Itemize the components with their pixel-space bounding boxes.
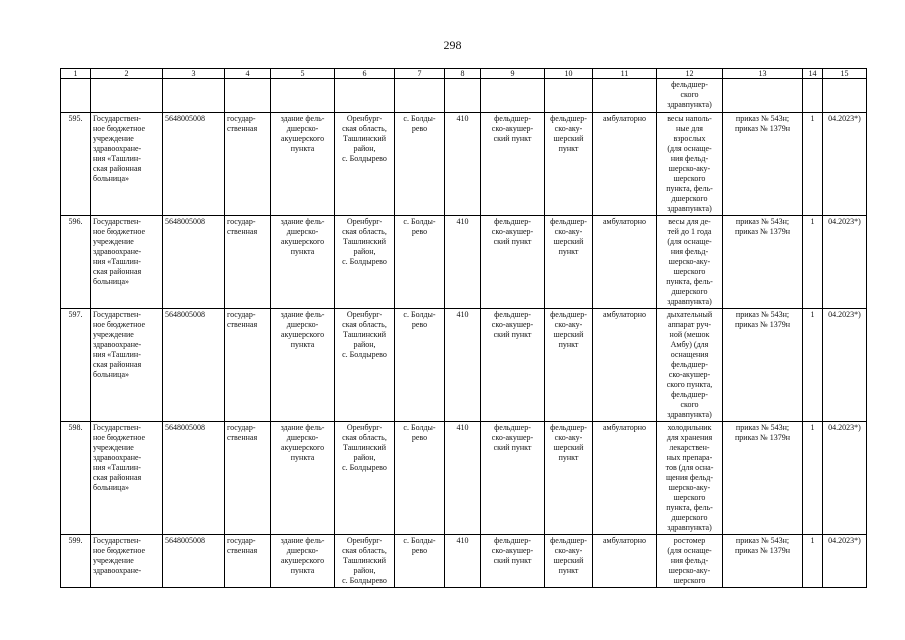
row-number-cell: 595. bbox=[61, 113, 91, 216]
address-cell: Оренбург- ская область, Ташлинский район, с. Болдырево bbox=[335, 216, 395, 309]
quantity-cell: 1 bbox=[803, 216, 823, 309]
organization-cell: Государствен- ное бюджетное учреждение здравоохране- ния «Ташлин- ская районная больница» bbox=[91, 113, 163, 216]
building-cell: здание фель- дшерско- акушерского пункта bbox=[271, 309, 335, 422]
building-cell: здание фель- дшерско- акушерского пункта bbox=[271, 113, 335, 216]
facility-cell: фельдшер- ско-акушер- ский пункт bbox=[481, 422, 545, 535]
locality-cell: с. Болды- рево bbox=[395, 422, 445, 535]
date-cell: 04.2023*) bbox=[823, 113, 867, 216]
locality-cell: с. Болды- рево bbox=[395, 216, 445, 309]
column-number: 1 bbox=[61, 69, 91, 79]
ownership-cell: государ- ственная bbox=[225, 113, 271, 216]
care-cell: амбулаторно bbox=[593, 113, 657, 216]
ownership-cell: государ- ственная bbox=[225, 422, 271, 535]
unit-cell: фельдшер- ско-аку- шерский пункт bbox=[545, 113, 593, 216]
column-number: 7 bbox=[395, 69, 445, 79]
column-number: 14 bbox=[803, 69, 823, 79]
building-cell: здание фель- дшерско- акушерского пункта bbox=[271, 216, 335, 309]
equipment-cell: весы наполь- ные для взрослых (для оснаще- ния фельд- шерско-аку- шерского пункта, фель- дшерского здравпункта) bbox=[657, 113, 723, 216]
cell bbox=[335, 79, 395, 113]
order-cell: приказ № 543н; приказ № 1379н bbox=[723, 309, 803, 422]
quantity-cell: 1 bbox=[803, 309, 823, 422]
care-cell: амбулаторно bbox=[593, 216, 657, 309]
row-number-cell: 596. bbox=[61, 216, 91, 309]
equipment-table bbox=[60, 68, 867, 588]
page-number: 298 bbox=[443, 38, 462, 52]
cell bbox=[163, 79, 225, 113]
building-cell: здание фель- дшерско- акушерского пункта bbox=[271, 422, 335, 535]
unit-cell: фельдшер- ско-аку- шерский пункт bbox=[545, 535, 593, 588]
cell bbox=[395, 79, 445, 113]
cell bbox=[545, 79, 593, 113]
table-row bbox=[61, 113, 867, 216]
row-number-cell: 599. bbox=[61, 535, 91, 588]
cell bbox=[481, 79, 545, 113]
table-row bbox=[61, 422, 867, 535]
address-cell: Оренбург- ская область, Ташлинский район, с. Болдырево bbox=[335, 113, 395, 216]
inn-cell: 5648005008 bbox=[163, 422, 225, 535]
column-number: 10 bbox=[545, 69, 593, 79]
locality-cell: с. Болды- рево bbox=[395, 535, 445, 588]
column-number-row bbox=[61, 69, 867, 79]
order-cell: приказ № 543н; приказ № 1379н bbox=[723, 422, 803, 535]
ownership-cell: государ- ственная bbox=[225, 216, 271, 309]
quantity-cell: 1 bbox=[803, 422, 823, 535]
organization-cell: Государствен- ное бюджетное учреждение здравоохране- ния «Ташлин- ская районная больница» bbox=[91, 216, 163, 309]
quantity-cell: 1 bbox=[803, 113, 823, 216]
equipment-cell: ростомер (для оснаще- ния фельд- шерско-аку- шерского bbox=[657, 535, 723, 588]
code-cell: 410 bbox=[445, 535, 481, 588]
column-number: 13 bbox=[723, 69, 803, 79]
table-row bbox=[61, 535, 867, 588]
address-cell: Оренбург- ская область, Ташлинский район, с. Болдырево bbox=[335, 422, 395, 535]
table-row bbox=[61, 216, 867, 309]
unit-cell: фельдшер- ско-аку- шерский пункт bbox=[545, 309, 593, 422]
code-cell: 410 bbox=[445, 216, 481, 309]
table-row bbox=[61, 309, 867, 422]
continuation-row bbox=[61, 79, 867, 113]
equipment-cell: холодильник для хранения лекарствен- ных препара- тов (для осна- щения фельд- шерско-аку- шерского пункта, фель- дшерского здравпункта) bbox=[657, 422, 723, 535]
column-number: 15 bbox=[823, 69, 867, 79]
cell bbox=[445, 79, 481, 113]
order-cell: приказ № 543н; приказ № 1379н bbox=[723, 216, 803, 309]
facility-cell: фельдшер- ско-акушер- ский пункт bbox=[481, 309, 545, 422]
date-cell: 04.2023*) bbox=[823, 309, 867, 422]
organization-cell: Государствен- ное бюджетное учреждение здравоохране- ния «Ташлин- ская районная больница» bbox=[91, 422, 163, 535]
date-cell: 04.2023*) bbox=[823, 535, 867, 588]
cell bbox=[61, 79, 91, 113]
cell bbox=[225, 79, 271, 113]
inn-cell: 5648005008 bbox=[163, 113, 225, 216]
quantity-cell: 1 bbox=[803, 535, 823, 588]
facility-cell: фельдшер- ско-акушер- ский пункт bbox=[481, 113, 545, 216]
cell bbox=[723, 79, 803, 113]
column-number: 12 bbox=[657, 69, 723, 79]
row-number-cell: 598. bbox=[61, 422, 91, 535]
ownership-cell: государ- ственная bbox=[225, 309, 271, 422]
locality-cell: с. Болды- рево bbox=[395, 113, 445, 216]
facility-cell: фельдшер- ско-акушер- ский пункт bbox=[481, 216, 545, 309]
cell bbox=[271, 79, 335, 113]
cell bbox=[823, 79, 867, 113]
cell bbox=[91, 79, 163, 113]
column-number: 5 bbox=[271, 69, 335, 79]
ownership-cell: государ- ственная bbox=[225, 535, 271, 588]
address-cell: Оренбург- ская область, Ташлинский район, с. Болдырево bbox=[335, 535, 395, 588]
unit-cell: фельдшер- ско-аку- шерский пункт bbox=[545, 216, 593, 309]
date-cell: 04.2023*) bbox=[823, 422, 867, 535]
locality-cell: с. Болды- рево bbox=[395, 309, 445, 422]
inn-cell: 5648005008 bbox=[163, 216, 225, 309]
row-number-cell: 597. bbox=[61, 309, 91, 422]
column-number: 4 bbox=[225, 69, 271, 79]
unit-cell: фельдшер- ско-аку- шерский пункт bbox=[545, 422, 593, 535]
column-number: 8 bbox=[445, 69, 481, 79]
equipment-cell: весы для де- тей до 1 года (для оснаще- ния фельд- шерско-аку- шерского пункта, фель- дшерского здравпункта) bbox=[657, 216, 723, 309]
equipment-cell: дыхательный аппарат руч- ной (мешок Амбу) (для оснащения фельдшер- ско-акушер- ского пункта, фельдшер- ского здравпункта) bbox=[657, 309, 723, 422]
care-cell: амбулаторно bbox=[593, 422, 657, 535]
inn-cell: 5648005008 bbox=[163, 535, 225, 588]
equipment-cell: фельдшер- ского здравпункта) bbox=[657, 79, 723, 113]
column-number: 6 bbox=[335, 69, 395, 79]
organization-cell: Государствен- ное бюджетное учреждение здравоохране- bbox=[91, 535, 163, 588]
cell bbox=[593, 79, 657, 113]
date-cell: 04.2023*) bbox=[823, 216, 867, 309]
address-cell: Оренбург- ская область, Ташлинский район, с. Болдырево bbox=[335, 309, 395, 422]
inn-cell: 5648005008 bbox=[163, 309, 225, 422]
code-cell: 410 bbox=[445, 113, 481, 216]
column-number: 9 bbox=[481, 69, 545, 79]
order-cell: приказ № 543н; приказ № 1379н bbox=[723, 113, 803, 216]
organization-cell: Государствен- ное бюджетное учреждение здравоохране- ния «Ташлин- ская районная больница» bbox=[91, 309, 163, 422]
column-number: 3 bbox=[163, 69, 225, 79]
code-cell: 410 bbox=[445, 422, 481, 535]
facility-cell: фельдшер- ско-акушер- ский пункт bbox=[481, 535, 545, 588]
order-cell: приказ № 543н; приказ № 1379н bbox=[723, 535, 803, 588]
care-cell: амбулаторно bbox=[593, 309, 657, 422]
building-cell: здание фель- дшерско- акушерского пункта bbox=[271, 535, 335, 588]
cell bbox=[803, 79, 823, 113]
care-cell: амбулаторно bbox=[593, 535, 657, 588]
code-cell: 410 bbox=[445, 309, 481, 422]
column-number: 11 bbox=[593, 69, 657, 79]
column-number: 2 bbox=[91, 69, 163, 79]
